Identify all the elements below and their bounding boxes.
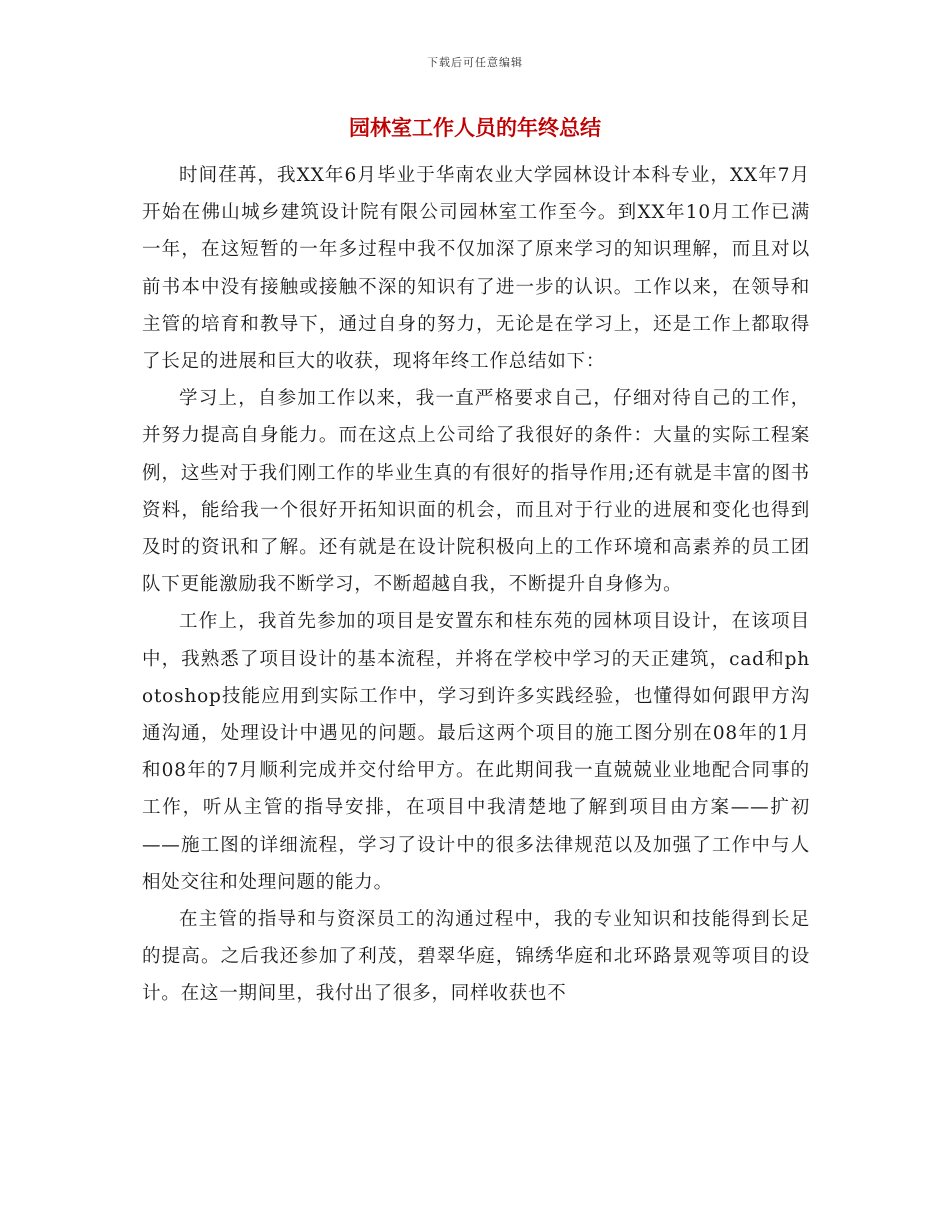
paragraph-intro: 时间荏苒，我XX年6月毕业于华南农业大学园林设计本科专业，XX年7月开始在佛山城乡建筑设计院有限公司园林室工作至今。到XX年10月工作已满一年，在这短暂的一年多过程中我不仅加深了原来学习的知识理解，而且对以前书本中没有接触或接触不深的知识有了进一步的认识。工作以来，在领导和主管的培育和教导下，通过自身的努力，无论是在学习上，还是工作上都取得了长足的进展和巨大的收获，现将年终工作总结如下： bbox=[142, 165, 810, 373]
paragraph-work: 工作上，我首先参加的项目是安置东和桂东苑的园林项目设计，在该项目中，我熟悉了项目设计的基本流程，并将在学校中学习的天正建筑，cad和photoshop技能应用到实际工作中，学习到许多实践经验，也懂得如何跟甲方沟通沟通，处理设计中遇见的问题。最后这两个项目的施工图分别在08年的1月和08年的7月顺利完成并交付给甲方。在此期间我一直兢兢业业地配合同事的工作，听从主管的指导安排，在项目中我清楚地了解到项目由方案——扩初——施工图的详细流程，学习了设计中的很多法律规范以及加强了工作中与人相处交往和处理问题的能力。 bbox=[142, 611, 810, 893]
document-body bbox=[142, 157, 810, 1013]
paragraph-study: 学习上，自参加工作以来，我一直严格要求自己，仔细对待自己的工作，并努力提高自身能力。而在这点上公司给了我很好的条件：大量的实际工程案例，这些对于我们刚工作的毕业生真的有很好的指导作用;还有就是丰富的图书资料，能给我一个很好开拓知识面的机会，而且对于行业的进展和变化也得到及时的资讯和了解。还有就是在设计院积极向上的工作环境和高素养的员工团队下更能激励我不断学习，不断超越自我，不断提升自身修为。 bbox=[142, 388, 810, 596]
page-header-note: 下载后可任意编辑 bbox=[427, 56, 523, 69]
document-title: 园林室工作人员的年终总结 bbox=[349, 116, 601, 140]
paragraph-growth: 在主管的指导和与资深员工的沟通过程中，我的专业知识和技能得到长足的提高。之后我还参加了利茂，碧翠华庭，锦绣华庭和北环路景观等项目的设计。在这一期间里，我付出了很多，同样收获也不 bbox=[142, 909, 810, 1005]
